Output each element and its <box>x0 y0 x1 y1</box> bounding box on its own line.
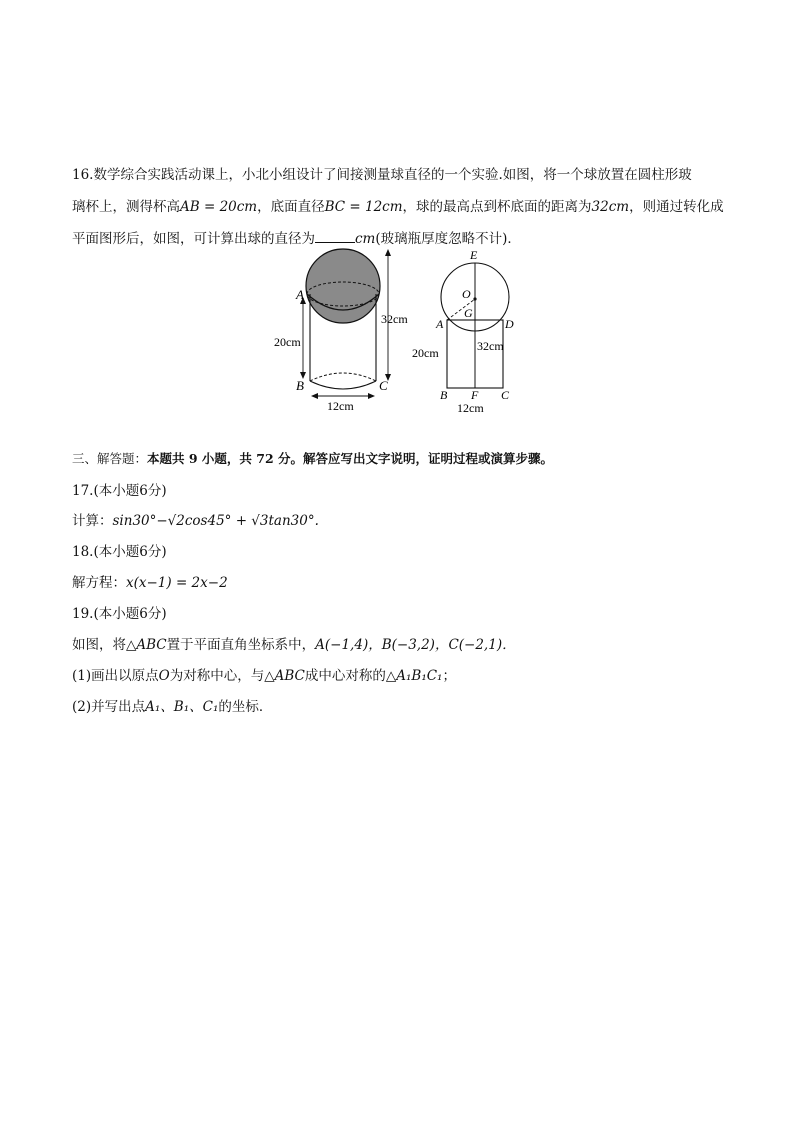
left-label-b: B <box>296 378 304 393</box>
q19-part1-c: 成中心对称的△ <box>304 668 397 684</box>
right-dim-32: 32cm <box>477 339 504 353</box>
q18-title <box>72 543 167 561</box>
q18-equation: x(x−1) = 2x−2 <box>126 575 228 591</box>
q16-figures <box>272 246 532 416</box>
center-point <box>473 297 476 300</box>
q18-title-text: 18.(本小题6分) <box>72 544 167 560</box>
q16-math-bc: BC = 12cm <box>324 199 403 215</box>
cylinder-base-front <box>310 381 376 389</box>
q16-text-1: 16.数学综合实践活动课上，小北小组设计了间接测量球直径的一个实验.如图，将一个球放置在圆柱形玻 <box>72 167 692 183</box>
q16-unit: cm <box>355 231 376 247</box>
q19-part2-b: 的坐标． <box>218 699 273 715</box>
q19-intro <box>72 636 516 654</box>
q19-title-text: 19.(本小题6分) <box>72 606 167 622</box>
figure-right-plane <box>412 248 514 415</box>
q18-body <box>72 574 228 592</box>
q19-intro-a: 如图，将△ <box>72 637 137 653</box>
q16-text-3a: 平面图形后，如图，可计算出球的直径为 <box>72 231 315 247</box>
q19-part1 <box>72 667 456 685</box>
left-dim-32: 32cm <box>381 312 408 326</box>
arrow-left-icon <box>311 393 318 399</box>
q19-part2 <box>72 698 272 716</box>
cylinder-base-back <box>310 373 376 381</box>
q16-text-3b: (玻璃瓶厚度忽略不计)． <box>375 231 521 247</box>
right-label-g: G <box>464 306 473 320</box>
figure-left-cylinder-sphere <box>274 249 408 413</box>
q16-text-2b: ，底面直径 <box>257 199 325 215</box>
q19-part1-b: 为对称中心，与△ <box>169 668 275 684</box>
q16-math-ab: AB = 20cm <box>180 199 258 215</box>
q17-title-text: 17.(本小题6分) <box>72 483 167 499</box>
right-dim-20: 20cm <box>412 346 439 360</box>
q17-title <box>72 482 167 500</box>
q17-expression: sin30°−√2cos45° + √3tan30°. <box>112 513 319 529</box>
answer-blank[interactable] <box>315 230 355 243</box>
q19-part1-a1b1c1: A₁B₁C₁ <box>396 668 443 684</box>
q18-prompt: 解方程： <box>72 575 126 591</box>
right-label-b: B <box>440 388 448 402</box>
right-label-f: F <box>471 388 479 402</box>
q17-prompt: 计算： <box>72 513 113 529</box>
q17-body <box>72 512 319 530</box>
left-dim-12: 12cm <box>327 399 354 413</box>
q19-title <box>72 605 167 623</box>
arrow-up-icon <box>385 249 391 256</box>
right-label-c: C <box>501 388 510 402</box>
q19-origin: O <box>158 668 170 684</box>
right-label-o: O <box>462 287 471 301</box>
q19-part1-d: ； <box>442 668 456 684</box>
q16-line-1 <box>72 166 692 184</box>
q19-points: A(−1,4)，B(−3,2)，C(−2,1)． <box>315 637 516 653</box>
left-label-c: C <box>379 378 388 393</box>
left-dim-20: 20cm <box>274 335 301 349</box>
q16-text-2a: 璃杯上，测得杯高 <box>72 199 180 215</box>
q16-text-2d: ，则通过转化成 <box>629 199 724 215</box>
q16-line-2 <box>72 198 724 216</box>
section-heading-text: 本题共 9 小题，共 72 分。解答应写出文字说明，证明过程或演算步骤。 <box>147 451 554 466</box>
right-label-d: D <box>505 317 514 331</box>
q19-part1-abc: ABC <box>274 668 305 684</box>
q19-part2-points: A₁、B₁、C₁ <box>145 699 219 715</box>
q16-math-32: 32cm <box>591 199 630 215</box>
q19-intro-b: 置于平面直角坐标系中， <box>166 637 316 653</box>
q16-text-2c: ，球的最高点到杯底面的距离为 <box>402 199 592 215</box>
q19-triangle: ABC <box>136 637 167 653</box>
q19-part2-a: (2)并写出点 <box>72 699 146 715</box>
arrow-right-icon <box>368 393 375 399</box>
right-dim-12: 12cm <box>457 401 484 415</box>
section-heading-label: 三、解答题： <box>72 451 148 466</box>
q19-part1-a: (1)画出以原点 <box>72 668 159 684</box>
section-heading <box>72 450 553 468</box>
right-label-e: E <box>470 248 478 262</box>
left-label-a: A <box>296 287 304 302</box>
right-label-a: A <box>436 317 444 331</box>
